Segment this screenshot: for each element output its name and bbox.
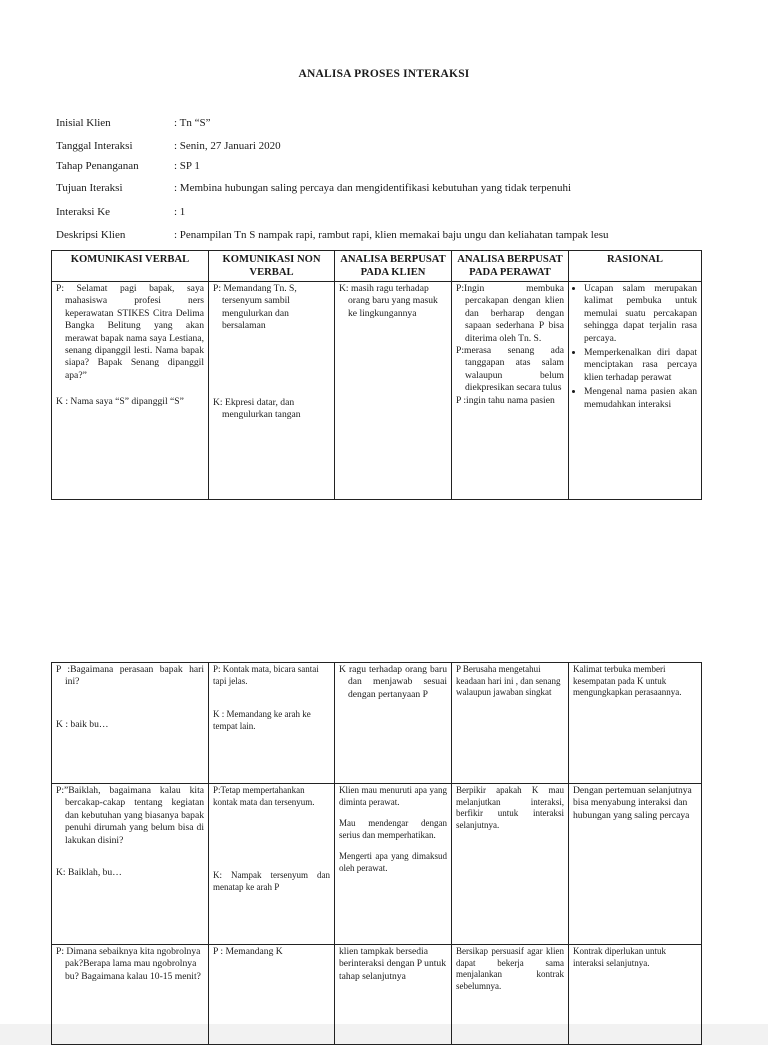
klien-text: klien tampkak bersedia berinteraksi dengan P untuk tahap selanjutnya (339, 946, 447, 982)
table-header-row (52, 251, 702, 282)
info-value: : SP 1 (174, 160, 200, 172)
rasional-list (573, 283, 697, 411)
rasional-text: Kontrak diperlukan untuk interaksi selanjutnya. (573, 946, 666, 968)
cell-perawat (452, 784, 569, 945)
rasional-item: • Memperkenalkan diri dapat menciptakan rasa percaya klien terhadap perawat (584, 347, 697, 384)
info-label: Inisial Klien (56, 117, 111, 129)
info-value: : Membina hubungan saling percaya dan mengidentifikasi kebutuhan yang tidak terpenuhi (174, 182, 572, 194)
cell-nonverbal (209, 784, 335, 945)
cell-perawat (452, 945, 569, 1045)
info-value: : Senin, 27 Januari 2020 (174, 140, 281, 152)
rasional-item: • Mengenal nama pasien akan memudahkan interaksi (584, 386, 697, 411)
perawat-text-1: P:Ingin membuka percakapan dengan klien dan berharap dengan sapaan sederhana P bisa diterima oleh Tn. S. (456, 283, 564, 344)
info-value: : Tn “S” (174, 117, 211, 129)
nonverbal-p-text: P: Memandang Tn. S, tersenyum sambil mengulurkan dan bersalaman (213, 283, 297, 332)
info-row-interaksi-ke (56, 206, 185, 219)
verbal-k-text: K : baik bu… (56, 718, 109, 730)
table-row (52, 784, 702, 945)
info-value: : 1 (174, 206, 186, 218)
cell-verbal (52, 282, 209, 500)
info-label: Interaksi Ke (56, 206, 111, 218)
info-label: Deskripsi Klien (56, 229, 126, 241)
cell-klien (335, 282, 452, 500)
info-label: Tanggal Interaksi (56, 140, 133, 152)
cell-rasional (569, 282, 702, 500)
cell-rasional (569, 663, 702, 784)
perawat-text-3: P :ingin tahu nama pasien (456, 394, 555, 406)
nonverbal-k-text: K: Ekpresi datar, dan mengulurkan tangan (213, 396, 301, 421)
verbal-k-text: K : Nama saya “S” dipanggil “S” (56, 396, 184, 408)
nonverbal-p-text: P:Tetap mempertahankan kontak mata dan tersenyum. (213, 785, 315, 807)
interaction-table-2 (51, 662, 702, 1045)
verbal-k-text: K: Baiklah, bu… (56, 867, 122, 879)
interaction-table-1 (51, 250, 702, 500)
info-row-tanggal (56, 140, 281, 153)
rasional-text: Kalimat terbuka memberi kesempatan pada K untuk mengungkapkan perasaannya. (573, 664, 682, 698)
info-row-inisial (56, 117, 210, 130)
info-row-tujuan (56, 182, 571, 195)
cell-klien (335, 663, 452, 784)
perawat-text-2: P:merasa senang ada tanggapan atas salam walaupun belum diekpresikan secara tulus (456, 345, 564, 394)
info-label: Tujuan Iteraksi (56, 182, 123, 194)
perawat-text: Bersikap persuasif agar klien dapat bekerja sama menjalankan kontrak sebelumnya. (456, 946, 564, 991)
cell-klien (335, 945, 452, 1045)
cell-rasional (569, 784, 702, 945)
cell-klien (335, 784, 452, 945)
cell-nonverbal (209, 945, 335, 1045)
verbal-p-text: P:”Baiklah, bagaimana kalau kita bercakap-cakap tentang kegiatan dan kebutuhan yang biasanya bapak penuhi dirumah yang belum bisa di lakukan disini? (56, 785, 204, 846)
cell-verbal (52, 784, 209, 945)
perawat-text: P Berusaha mengetahui keadaan hari ini , dan senang walaupun jawaban singkat (456, 664, 561, 698)
cell-verbal (52, 663, 209, 784)
perawat-text: Berpikir apakah K mau melanjutkan interaksi, berfikir untuk interaksi selanjutnya. (456, 785, 564, 830)
cell-perawat (452, 282, 569, 500)
table-row (52, 282, 702, 500)
klien-text-3: Mengerti apa yang dimaksud oleh perawat. (339, 851, 447, 873)
nonverbal-k-text: K: Nampak tersenyum dan menatap ke arah P (213, 870, 330, 892)
table-row (52, 663, 702, 784)
info-row-tahap (56, 160, 200, 173)
klien-text-1: Klien mau menuruti apa yang diminta perawat. (339, 785, 447, 807)
rasional-text: Dengan pertemuan selanjutnya bisa menyabung interaksi dan hubungan yang saling percaya (573, 785, 692, 821)
klien-text: K: masih ragu terhadap orang baru yang masuk ke lingkungannya (339, 283, 438, 319)
rasional-item: • Ucapan salam merupakan kalimat pembuka untuk memulai suatu percakapan sehingga dapat terjalin rasa percaya. (584, 283, 697, 345)
cell-rasional (569, 945, 702, 1045)
verbal-p-text: P :Bagaimana perasaan bapak hari ini? (56, 664, 204, 688)
header-verbal: KOMUNIKASI VERBAL (52, 251, 209, 282)
info-label: Tahap Penanganan (56, 160, 139, 172)
header-perawat: ANALISA BERPUSAT PADA PERAWAT (452, 251, 569, 282)
cell-verbal (52, 945, 209, 1045)
cell-perawat (452, 663, 569, 784)
nonverbal-p-text: P : Memandang K (213, 946, 283, 957)
verbal-p-text: P: Dimana sebaiknya kita ngobrolnya pak?Berapa lama mau ngobrolnya bu? Bagaimana kalau 10-15 menit? (56, 946, 201, 982)
header-nonverbal: KOMUNIKASI NON VERBAL (209, 251, 335, 282)
verbal-p-text: P: Selamat pagi bapak, saya mahasiswa profesi ners keperawatan STIKES Citra Delima Bangka Belitung yang akan merawat bapak nama saya Lestiana, senang dipanggil lesti. Nama bapak siapa? Bapak Senang dipanggil apa?” (56, 283, 204, 381)
cell-nonverbal (209, 663, 335, 784)
info-value: : Penampilan Tn S nampak rapi, rambut rapi, klien memakai baju ungu dan keliahatan tampak lesu (174, 229, 609, 241)
info-row-deskripsi (56, 229, 608, 242)
klien-text: K ragu terhadap orang baru dan menjawab sesuai dengan pertanyaan P (339, 664, 447, 700)
nonverbal-k-text: K : Memandang ke arah ke tempat lain. (213, 709, 311, 731)
document-title: ANALISA PROSES INTERAKSI (298, 68, 470, 80)
table-row (52, 945, 702, 1045)
cell-nonverbal (209, 282, 335, 500)
klien-text-2: Mau mendengar dengan serius dan memperhatikan. (339, 818, 447, 840)
header-klien: ANALISA BERPUSAT PADA KLIEN (335, 251, 452, 282)
header-rasional: RASIONAL (569, 251, 702, 282)
nonverbal-p-text: P: Kontak mata, bicara santai tapi jelas. (213, 664, 319, 686)
